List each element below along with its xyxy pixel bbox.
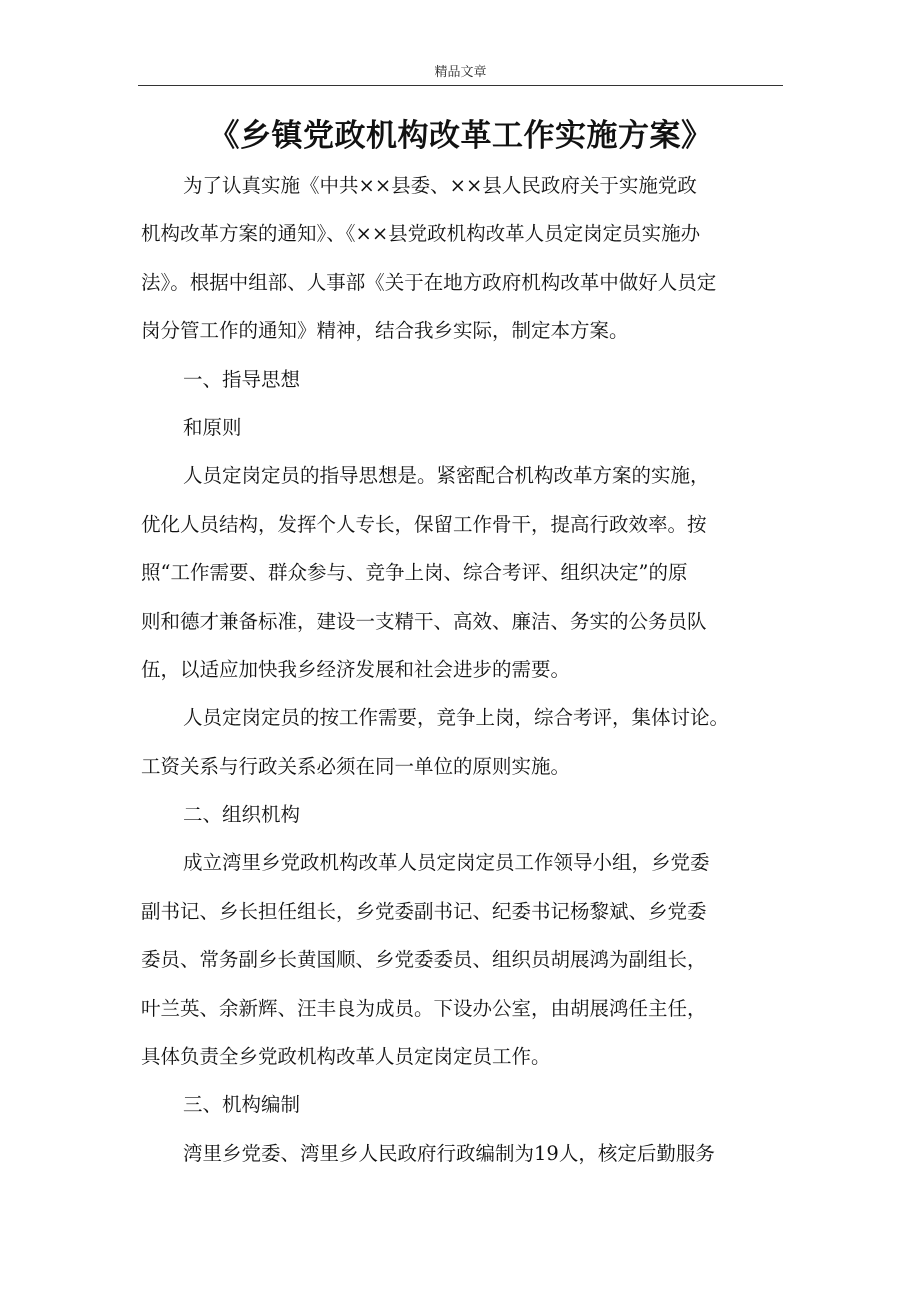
text-line: 三、机构编制 [183, 1093, 301, 1117]
text-line: 和原则 [183, 415, 242, 439]
text-line: 副书记、乡长担任组长，乡党委副书记、纪委书记杨黎斌、乡党委 [141, 899, 707, 923]
text-line: 机构改革方案的通知》、《××县党政机构改革人员定岗定员实施办 [141, 222, 701, 246]
text-line: 成立湾里乡党政机构改革人员定岗定员工作领导小组，乡党委 [183, 851, 710, 875]
document-title: 《乡镇党政机构改革工作实施方案》 [208, 118, 713, 154]
text-line: 伍，以适应加快我乡经济发展和社会进步的需要。 [141, 657, 571, 681]
text-line: 一、指导思想 [183, 367, 301, 391]
text-line: 岗分管工作的通知》精神，结合我乡实际，制定本方案。 [141, 319, 629, 343]
text-line: 工资关系与行政关系必须在同一单位的原则实施。 [141, 754, 571, 778]
text-line: 湾里乡党委、湾里乡人民政府行政编制为19人，核定后勤服务 [183, 1141, 715, 1165]
text-line: 委员、常务副乡长黄国顺、乡党委委员、组织员胡展鸿为副组长， [141, 948, 707, 972]
text-line: 二、组织机构 [183, 803, 301, 827]
text-line: 法》。根据中组部、人事部《关于在地方政府机构改革中做好人员定 [141, 270, 717, 294]
text-line: 人员定岗定员的指导思想是。紧密配合机构改革方案的实施， [183, 464, 710, 488]
text-line: 照“工作需要、群众参与、竞争上岗、综合考评、组织决定”的原 [141, 561, 688, 585]
text-line: 优化人员结构，发挥个人专长，保留工作骨干，提高行政效率。按 [141, 512, 707, 536]
text-line: 具体负责全乡党政机构改革人员定岗定员工作。 [141, 1045, 551, 1069]
text-line: 为了认真实施《中共××县委、××县人民政府关于实施党政 [183, 174, 697, 197]
text-line: 人员定岗定员的按工作需要，竞争上岗，综合考评，集体讨论。 [183, 706, 730, 730]
header-rule [138, 85, 783, 86]
running-header: 精品文章 [434, 65, 487, 80]
text-line: 则和德才兼备标准，建设一支精干、高效、廉洁、务实的公务员队 [141, 609, 707, 633]
text-line: 叶兰英、余新辉、汪丰良为成员。下设办公室，由胡展鸿任主任， [141, 996, 707, 1020]
document-body [141, 162, 781, 1178]
